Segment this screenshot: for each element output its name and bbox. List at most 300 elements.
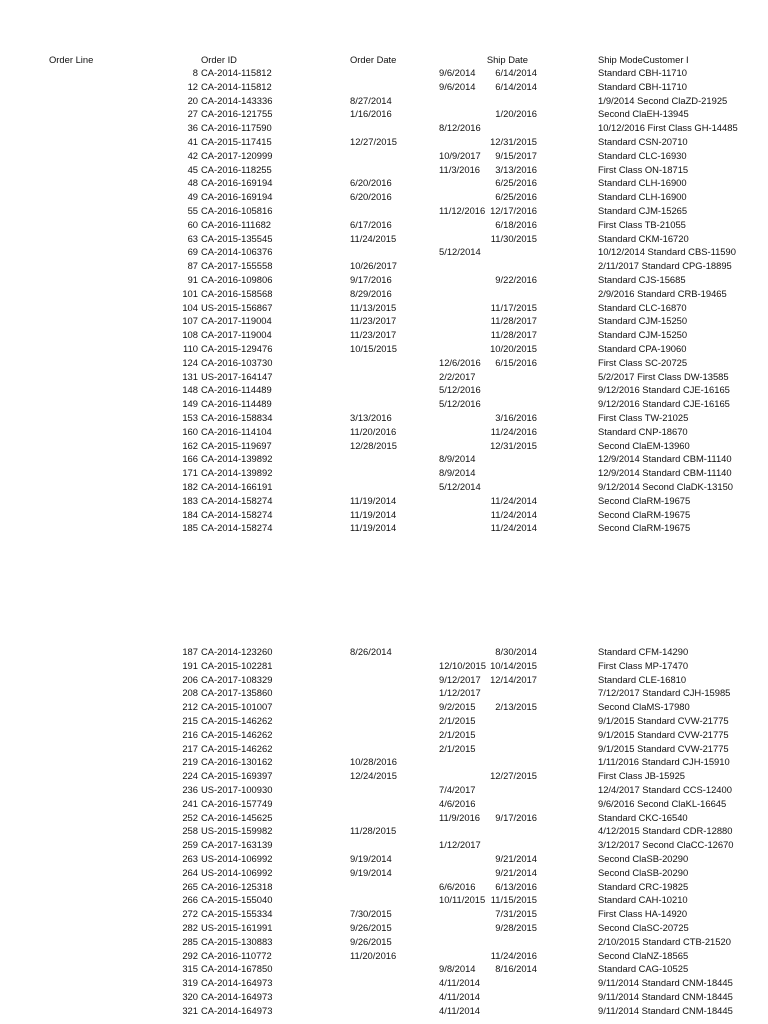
cell-ship-mode-customer: Second ClaSC-20725 <box>598 921 689 933</box>
cell-order-line: 263 <box>182 852 198 864</box>
cell-order-id: CA-2015-146262 <box>201 714 273 726</box>
cell-order-id: CA-2016-158568 <box>201 287 273 299</box>
cell-order-line: 27 <box>187 108 198 120</box>
cell-order-line: 171 <box>182 467 198 479</box>
cell-ship-mode-customer: 2/10/2015 Standard CTB-21520 <box>598 935 731 947</box>
cell-ship-date-left: 4/11/2014 <box>439 1004 481 1016</box>
cell-ship-mode-customer: Standard CBH-11710 <box>598 67 687 78</box>
cell-order-id: CA-2016-111682 <box>201 218 272 230</box>
cell-order-id: CA-2016-110772 <box>201 949 272 961</box>
table-row <box>0 645 768 659</box>
cell-ship-mode-customer: Standard CLC-16870 <box>598 301 687 313</box>
cell-order-id: US-2015-156867 <box>201 301 273 313</box>
cell-order-date: 9/17/2016 <box>350 273 392 285</box>
cell-order-id: CA-2014-143336 <box>201 94 273 106</box>
cell-ship-mode-customer: First Class JB-15925 <box>598 770 686 782</box>
cell-order-line: 183 <box>182 494 198 506</box>
cell-order-line: 149 <box>182 398 198 410</box>
cell-order-id: CA-2016-114489 <box>201 384 272 396</box>
table-row <box>0 508 768 522</box>
cell-ship-mode-customer: 9/11/2014 Standard CNM-18445 <box>598 1004 733 1016</box>
table-row <box>0 80 768 94</box>
cell-ship-mode-customer: 9/6/2016 Second ClaKL-16645 <box>598 797 727 809</box>
cell-order-line: 320 <box>182 990 198 1002</box>
table-row <box>0 245 768 259</box>
cell-order-line: 148 <box>182 384 198 396</box>
cell-order-line: 101 <box>182 287 198 299</box>
cell-order-id: CA-2015-155040 <box>201 894 273 906</box>
cell-order-line: 321 <box>182 1004 198 1016</box>
cell-order-id: CA-2015-146262 <box>201 742 273 754</box>
cell-ship-mode-customer: 1/9/2014 Second ClaZD-21925 <box>598 94 728 106</box>
cell-order-date: 11/19/2014 <box>350 494 397 506</box>
table-row <box>0 949 768 963</box>
cell-order-line: 208 <box>182 687 198 699</box>
cell-ship-mode-customer: 12/9/2014 Standard CBM-11140 <box>598 453 732 465</box>
table-row <box>0 204 768 218</box>
table-row <box>0 452 768 466</box>
cell-ship-date-left: 9/12/2017 <box>439 673 481 685</box>
cell-ship-mode-customer: 9/1/2015 Standard CVW-21775 <box>598 742 729 754</box>
header-ship-date: Ship Date <box>486 54 528 65</box>
cell-order-line: 241 <box>182 797 198 809</box>
cell-order-id: CA-2014-167850 <box>201 963 273 975</box>
cell-ship-date-right: 9/28/2015 <box>495 921 537 933</box>
header-order-id: Order ID <box>201 54 237 65</box>
cell-order-id: CA-2015-169397 <box>201 770 273 782</box>
table-row <box>0 287 768 301</box>
cell-order-line: 55 <box>187 204 198 216</box>
cell-order-id: CA-2015-119697 <box>201 439 272 451</box>
cell-ship-mode-customer: Second ClaRM-19675 <box>598 522 691 534</box>
table-row <box>0 866 768 880</box>
cell-order-line: 285 <box>182 935 198 947</box>
cell-ship-date-right: 11/30/2015 <box>490 232 537 244</box>
cell-ship-date-left: 5/12/2016 <box>439 398 481 410</box>
cell-ship-mode-customer: Second ClaEM-13960 <box>598 439 690 451</box>
cell-ship-date-right: 12/14/2017 <box>490 673 537 685</box>
cell-order-line: 110 <box>183 342 198 354</box>
cell-order-id: US-2015-161991 <box>201 921 273 933</box>
table-row <box>0 893 768 907</box>
cell-ship-date-left: 9/8/2014 <box>439 963 476 975</box>
table-row <box>0 425 768 439</box>
cell-ship-mode-customer: 12/9/2014 Standard CBM-11140 <box>598 467 732 479</box>
cell-order-line: 265 <box>182 880 198 892</box>
table-row <box>0 259 768 273</box>
cell-order-id: CA-2017-135860 <box>201 687 273 699</box>
cell-order-id: CA-2014-139892 <box>201 453 273 465</box>
cell-ship-date-right: 6/15/2016 <box>495 356 537 368</box>
cell-ship-date-left: 2/1/2015 <box>439 714 476 726</box>
cell-ship-mode-customer: Standard CLE-16810 <box>598 673 687 685</box>
table-row <box>0 755 768 769</box>
cell-ship-mode-customer: Second ClaSB-20290 <box>598 852 689 864</box>
cell-order-id: US-2014-106992 <box>201 866 273 878</box>
cell-ship-date-right: 9/15/2017 <box>495 149 537 161</box>
table-row <box>0 1004 768 1018</box>
data-block-1 <box>0 66 768 535</box>
cell-ship-mode-customer: 12/4/2017 Standard CCS-12400 <box>598 783 732 795</box>
table-row <box>0 659 768 673</box>
table-row <box>0 700 768 714</box>
cell-ship-date-right: 6/14/2014 <box>495 67 537 78</box>
cell-order-date: 6/20/2016 <box>350 177 392 189</box>
cell-ship-mode-customer: First Class TB-21055 <box>598 218 686 230</box>
cell-ship-mode-customer: First Class SC-20725 <box>598 356 688 368</box>
cell-order-id: CA-2015-146262 <box>201 728 273 740</box>
table-row <box>0 494 768 508</box>
cell-ship-mode-customer: 10/12/2016 First Class GH-14485 <box>598 122 738 134</box>
cell-order-date: 1/16/2016 <box>350 108 392 120</box>
cell-order-date: 11/19/2014 <box>350 522 397 534</box>
cell-ship-date-right: 10/14/2015 <box>490 659 537 671</box>
cell-order-line: 153 <box>182 411 198 423</box>
cell-ship-mode-customer: Standard CKM-16720 <box>598 232 689 244</box>
table-row <box>0 852 768 866</box>
cell-order-line: 166 <box>182 453 198 465</box>
cell-ship-mode-customer: Standard CAH-10210 <box>598 894 688 906</box>
cell-ship-mode-customer: Standard CJM-15250 <box>598 315 688 327</box>
cell-order-id: CA-2017-120999 <box>201 149 273 161</box>
cell-order-date: 6/17/2016 <box>350 218 392 230</box>
cell-order-line: 12 <box>187 80 198 92</box>
cell-ship-mode-customer: 1/11/2016 Standard CJH-15910 <box>598 756 730 768</box>
cell-order-line: 219 <box>182 756 198 768</box>
cell-ship-date-right: 2/13/2015 <box>495 701 537 713</box>
cell-ship-mode-customer: Standard CLH-16900 <box>598 177 687 189</box>
cell-ship-date-left: 9/2/2015 <box>439 701 476 713</box>
cell-ship-date-left: 11/12/2016 <box>439 204 486 216</box>
cell-ship-date-left: 8/12/2016 <box>439 122 481 134</box>
cell-order-line: 36 <box>187 122 198 134</box>
cell-ship-date-left: 8/9/2014 <box>439 453 476 465</box>
cell-order-line: 182 <box>182 480 198 492</box>
cell-ship-date-left: 10/11/2015 <box>439 894 486 906</box>
cell-order-date: 11/19/2014 <box>350 508 397 520</box>
table-row <box>0 66 768 80</box>
cell-order-id: US-2014-106992 <box>201 852 273 864</box>
table-row <box>0 273 768 287</box>
cell-ship-mode-customer: Standard CNP-18670 <box>598 425 688 437</box>
cell-order-id: CA-2017-119004 <box>201 315 272 327</box>
cell-order-line: 282 <box>182 921 198 933</box>
cell-order-id: CA-2014-139892 <box>201 467 273 479</box>
cell-ship-date-right: 8/16/2014 <box>495 963 537 975</box>
table-row <box>0 769 768 783</box>
cell-ship-mode-customer: 9/11/2014 Standard CNM-18445 <box>598 977 733 989</box>
cell-order-id: CA-2015-101007 <box>201 701 273 713</box>
cell-ship-mode-customer: First Class MP-17470 <box>598 659 689 671</box>
cell-ship-date-left: 1/12/2017 <box>439 687 481 699</box>
table-row <box>0 673 768 687</box>
cell-ship-mode-customer: Second ClaNZ-18565 <box>598 949 689 961</box>
cell-ship-mode-customer: 9/12/2014 Second ClaDK-13150 <box>598 480 733 492</box>
cell-order-id: CA-2015-129476 <box>201 342 273 354</box>
cell-order-id: CA-2014-106376 <box>201 246 273 258</box>
cell-ship-mode-customer: 7/12/2017 Standard CJH-15985 <box>598 687 731 699</box>
cell-order-line: 266 <box>182 894 198 906</box>
cell-order-id: CA-2016-125318 <box>201 880 273 892</box>
cell-ship-date-right: 9/21/2014 <box>495 866 537 878</box>
cell-ship-date-right: 11/24/2014 <box>490 508 537 520</box>
cell-ship-date-right: 11/24/2016 <box>490 949 537 961</box>
cell-ship-date-right: 12/31/2015 <box>490 135 537 147</box>
table-row <box>0 935 768 949</box>
cell-order-line: 212 <box>182 701 198 713</box>
cell-ship-date-left: 2/2/2017 <box>439 370 476 382</box>
table-row <box>0 370 768 384</box>
cell-ship-date-right: 12/17/2016 <box>490 204 537 216</box>
cell-ship-mode-customer: Standard CPA-19060 <box>598 342 687 354</box>
cell-ship-date-left: 2/1/2015 <box>439 728 476 740</box>
cell-ship-date-left: 6/6/2016 <box>439 880 476 892</box>
cell-ship-date-right: 6/25/2016 <box>495 191 537 203</box>
cell-ship-mode-customer: 2/11/2017 Standard CPG-18895 <box>598 260 732 272</box>
table-row <box>0 480 768 494</box>
cell-order-id: CA-2016-130162 <box>201 756 273 768</box>
cell-ship-date-left: 4/11/2014 <box>439 977 481 989</box>
cell-order-line: 319 <box>182 977 198 989</box>
cell-order-date: 10/28/2016 <box>350 756 397 768</box>
cell-order-line: 20 <box>187 94 198 106</box>
table-row <box>0 107 768 121</box>
cell-order-line: 216 <box>182 728 198 740</box>
cell-order-id: CA-2016-103730 <box>201 356 273 368</box>
table-row <box>0 907 768 921</box>
table-row <box>0 149 768 163</box>
cell-order-date: 12/27/2015 <box>350 135 397 147</box>
cell-order-line: 252 <box>182 811 198 823</box>
cell-ship-date-right: 11/17/2015 <box>490 301 537 313</box>
cell-order-id: CA-2017-119004 <box>201 329 272 341</box>
cell-ship-date-right: 9/17/2016 <box>495 811 537 823</box>
cell-order-date: 11/13/2015 <box>350 301 397 313</box>
table-row <box>0 728 768 742</box>
table-row <box>0 218 768 232</box>
cell-ship-mode-customer: Second ClaRM-19675 <box>598 494 691 506</box>
cell-order-line: 224 <box>182 770 198 782</box>
cell-order-id: CA-2014-164973 <box>201 1004 273 1016</box>
data-block-2 <box>0 645 768 1018</box>
cell-order-date: 11/20/2016 <box>350 949 397 961</box>
cell-ship-date-right: 11/28/2017 <box>490 315 537 327</box>
cell-ship-date-right: 8/30/2014 <box>495 646 537 657</box>
cell-ship-mode-customer: Standard CSN-20710 <box>598 135 688 147</box>
cell-order-date: 10/26/2017 <box>350 260 397 272</box>
cell-ship-date-right: 11/24/2014 <box>490 522 537 534</box>
cell-order-date: 8/27/2014 <box>350 94 392 106</box>
cell-order-id: CA-2017-163139 <box>201 839 273 851</box>
cell-order-id: CA-2016-169194 <box>201 191 273 203</box>
cell-order-id: CA-2014-164973 <box>201 990 273 1002</box>
cell-order-line: 49 <box>187 191 198 203</box>
cell-order-line: 187 <box>182 646 198 657</box>
cell-ship-date-left: 11/9/2016 <box>439 811 481 823</box>
cell-order-line: 264 <box>182 866 198 878</box>
cell-ship-date-right: 6/14/2014 <box>495 80 537 92</box>
cell-order-line: 8 <box>192 67 198 78</box>
cell-ship-mode-customer: Standard CJS-15685 <box>598 273 686 285</box>
cell-ship-mode-customer: Standard CAG-10525 <box>598 963 689 975</box>
cell-order-line: 69 <box>187 246 198 258</box>
cell-ship-date-left: 5/12/2014 <box>439 480 481 492</box>
cell-order-id: CA-2014-166191 <box>201 480 273 492</box>
cell-ship-date-left: 4/6/2016 <box>439 797 476 809</box>
cell-ship-date-left: 12/10/2015 <box>439 659 486 671</box>
table-row <box>0 383 768 397</box>
cell-ship-mode-customer: 4/12/2015 Standard CDR-12880 <box>598 825 733 837</box>
table-row <box>0 121 768 135</box>
cell-order-date: 10/15/2015 <box>350 342 397 354</box>
cell-order-line: 258 <box>182 825 198 837</box>
table-row <box>0 356 768 370</box>
table-row <box>0 838 768 852</box>
cell-order-date: 11/24/2015 <box>350 232 397 244</box>
cell-ship-date-left: 12/6/2016 <box>439 356 481 368</box>
cell-order-date: 12/28/2015 <box>350 439 397 451</box>
cell-order-id: CA-2014-115812 <box>201 80 272 92</box>
cell-ship-date-right: 1/20/2016 <box>495 108 537 120</box>
cell-order-line: 191 <box>182 659 198 671</box>
table-row <box>0 990 768 1004</box>
cell-order-date: 6/20/2016 <box>350 191 392 203</box>
cell-ship-mode-customer: 9/1/2015 Standard CVW-21775 <box>598 728 729 740</box>
cell-ship-date-right: 12/27/2015 <box>490 770 537 782</box>
cell-ship-date-left: 8/9/2014 <box>439 467 476 479</box>
cell-ship-date-left: 10/9/2017 <box>439 149 481 161</box>
cell-order-date: 11/23/2017 <box>350 329 397 341</box>
table-row <box>0 921 768 935</box>
cell-order-id: CA-2016-169194 <box>201 177 273 189</box>
cell-order-line: 91 <box>187 273 198 285</box>
cell-ship-date-right: 3/16/2016 <box>495 411 537 423</box>
cell-ship-date-right: 9/22/2016 <box>495 273 537 285</box>
cell-ship-date-right: 11/28/2017 <box>490 329 537 341</box>
cell-order-id: CA-2015-102281 <box>201 659 273 671</box>
cell-order-id: CA-2016-157749 <box>201 797 273 809</box>
cell-order-date: 9/26/2015 <box>350 935 392 947</box>
cell-ship-mode-customer: 9/11/2014 Standard CNM-18445 <box>598 990 733 1002</box>
cell-order-line: 124 <box>182 356 198 368</box>
table-row <box>0 314 768 328</box>
cell-order-id: CA-2016-117590 <box>201 122 272 134</box>
table-row <box>0 521 768 535</box>
table-row <box>0 714 768 728</box>
cell-ship-mode-customer: Second ClaSB-20290 <box>598 866 689 878</box>
cell-order-id: CA-2016-114104 <box>201 425 272 437</box>
cell-order-line: 63 <box>187 232 198 244</box>
cell-order-id: US-2015-159982 <box>201 825 273 837</box>
table-row <box>0 466 768 480</box>
cell-ship-mode-customer: 2/9/2016 Standard CRB-19465 <box>598 287 727 299</box>
cell-order-line: 60 <box>187 218 198 230</box>
cell-ship-mode-customer: 9/1/2015 Standard CVW-21775 <box>598 714 729 726</box>
cell-order-date: 8/26/2014 <box>350 646 392 657</box>
cell-ship-mode-customer: Standard CLH-16900 <box>598 191 687 203</box>
table-row <box>0 176 768 190</box>
cell-ship-mode-customer: 10/12/2014 Standard CBS-11590 <box>598 246 736 258</box>
header-ship-mode-customer: Ship ModeCustomer I <box>598 54 689 65</box>
cell-ship-date-left: 5/12/2016 <box>439 384 481 396</box>
cell-ship-date-right: 7/31/2015 <box>495 908 537 920</box>
cell-ship-mode-customer: Standard CBH-11710 <box>598 80 687 92</box>
cell-order-id: CA-2014-115812 <box>201 67 272 78</box>
cell-order-line: 160 <box>182 425 198 437</box>
cell-order-id: CA-2017-108329 <box>201 673 273 685</box>
cell-order-line: 185 <box>182 522 198 534</box>
cell-ship-date-right: 11/24/2016 <box>490 425 537 437</box>
cell-order-id: CA-2015-117415 <box>201 135 272 147</box>
cell-ship-date-right: 6/18/2016 <box>495 218 537 230</box>
cell-order-id: US-2017-164147 <box>201 370 273 382</box>
header-order-date: Order Date <box>350 54 397 65</box>
cell-ship-date-right: 6/25/2016 <box>495 177 537 189</box>
cell-order-line: 259 <box>182 839 198 851</box>
cell-order-id: CA-2017-155558 <box>201 260 273 272</box>
cell-ship-mode-customer: 3/12/2017 Second ClaCC-12670 <box>598 839 734 851</box>
table-row <box>0 797 768 811</box>
cell-ship-date-right: 6/13/2016 <box>495 880 537 892</box>
cell-order-id: CA-2016-109806 <box>201 273 273 285</box>
cell-ship-date-left: 4/11/2014 <box>439 990 481 1002</box>
cell-order-id: CA-2016-145625 <box>201 811 273 823</box>
table-row <box>0 439 768 453</box>
cell-ship-mode-customer: Standard CRC-19825 <box>598 880 689 892</box>
cell-order-id: CA-2014-158274 <box>201 494 273 506</box>
cell-ship-date-right: 12/31/2015 <box>490 439 537 451</box>
cell-order-line: 272 <box>182 908 198 920</box>
table-row <box>0 824 768 838</box>
cell-order-line: 131 <box>182 370 198 382</box>
cell-order-line: 42 <box>187 149 198 161</box>
cell-order-line: 48 <box>187 177 198 189</box>
cell-order-line: 41 <box>187 135 198 147</box>
cell-ship-mode-customer: Standard CJM-15250 <box>598 329 688 341</box>
cell-ship-mode-customer: Standard CKC-16540 <box>598 811 688 823</box>
cell-ship-mode-customer: 9/12/2016 Standard CJE-16165 <box>598 384 730 396</box>
table-row <box>0 190 768 204</box>
cell-order-id: CA-2014-158274 <box>201 522 273 534</box>
cell-ship-mode-customer: Second ClaEH-13945 <box>598 108 689 120</box>
cell-ship-mode-customer: Standard CFM-14290 <box>598 646 689 657</box>
cell-ship-mode-customer: First Class HA-14920 <box>598 908 688 920</box>
cell-order-id: CA-2016-114489 <box>201 398 272 410</box>
cell-ship-date-right: 10/20/2015 <box>490 342 537 354</box>
cell-ship-date-left: 9/6/2014 <box>439 67 476 78</box>
cell-ship-mode-customer: First Class ON-18715 <box>598 163 689 175</box>
cell-order-line: 215 <box>182 714 198 726</box>
cell-ship-date-left: 1/12/2017 <box>439 839 481 851</box>
cell-ship-mode-customer: Second ClaRM-19675 <box>598 508 691 520</box>
table-row <box>0 301 768 315</box>
table-row <box>0 163 768 177</box>
table-row <box>0 811 768 825</box>
cell-ship-mode-customer: 9/12/2016 Standard CJE-16165 <box>598 398 730 410</box>
cell-order-id: CA-2016-121755 <box>201 108 273 120</box>
cell-order-id: CA-2014-158274 <box>201 508 273 520</box>
cell-order-id: CA-2015-135545 <box>201 232 273 244</box>
cell-order-date: 8/29/2016 <box>350 287 392 299</box>
table-row <box>0 135 768 149</box>
table-row <box>0 783 768 797</box>
table-row <box>0 976 768 990</box>
cell-ship-date-left: 11/3/2016 <box>439 163 481 175</box>
cell-ship-date-left: 7/4/2017 <box>439 783 476 795</box>
cell-order-line: 217 <box>182 742 198 754</box>
cell-order-date: 9/19/2014 <box>350 852 392 864</box>
cell-ship-mode-customer: Standard CJM-15265 <box>598 204 688 216</box>
